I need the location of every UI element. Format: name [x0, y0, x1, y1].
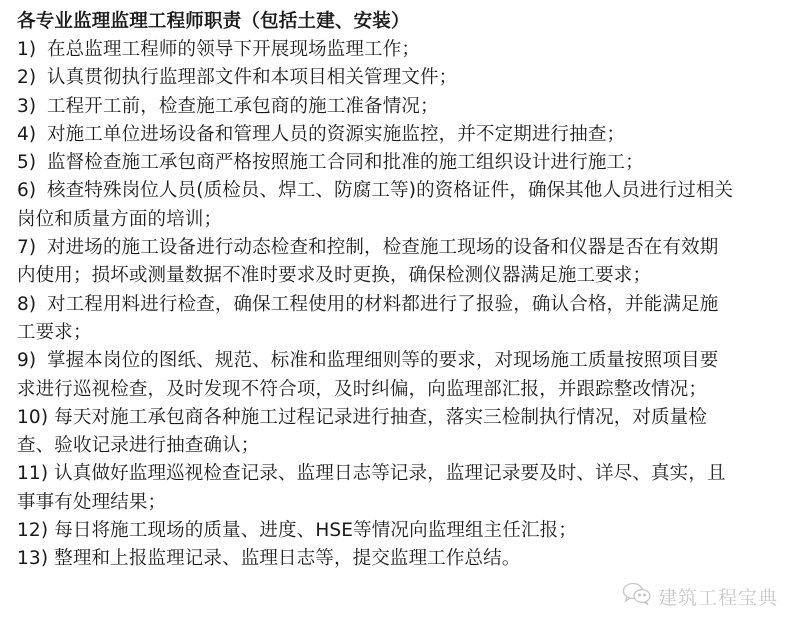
list-item-5 — [17, 149, 792, 177]
item-number: 8) — [17, 293, 37, 315]
item-text-continued: 求进行巡视检查，及时发现不符合项，及时纠偏，向监理部汇报，并跟踪整改情况； — [17, 378, 708, 400]
item-number: 7) — [17, 237, 37, 259]
list-item-8 — [17, 291, 792, 348]
list-item-1 — [17, 36, 792, 64]
item-number: 13) — [17, 548, 49, 570]
item-number: 4) — [17, 123, 37, 145]
item-number: 1) — [17, 39, 37, 60]
item-number: 11) — [17, 463, 49, 485]
list-item-10 — [17, 404, 792, 461]
item-text-continued: 工要求； — [17, 321, 92, 343]
item-text-continued: 内使用；损坏或测量数据不准时要求及时更换，确保检测仪器满足施工要求； — [17, 265, 652, 287]
item-text-continued: 查、验收记录进行抽查确认； — [17, 435, 260, 457]
list-item-9 — [17, 347, 792, 404]
item-number: 6) — [17, 180, 37, 202]
item-text: 整理和上报监理记录、监理日志等，提交监理工作总结。 — [54, 548, 521, 570]
list-item-2 — [17, 64, 792, 92]
item-number: 12) — [17, 520, 49, 542]
item-number: 2) — [17, 67, 37, 89]
watermark — [622, 582, 778, 611]
list-item-12 — [17, 517, 792, 545]
item-text: 监督检查施工承包商严格按照施工合同和批准的施工组织设计进行施工； — [47, 152, 644, 174]
list-item-13 — [17, 545, 792, 573]
item-text: 核查特殊岗位人员(质检员、焊工、防腐工等)的资格证件，确保其他人员进行过相关 — [47, 180, 734, 202]
item-text: 在总监理工程师的领导下开展现场监理工作； — [47, 39, 421, 60]
item-text-continued: 岗位和质量方面的培训； — [17, 208, 223, 230]
list-item-4 — [17, 121, 792, 149]
list-item-6 — [17, 177, 792, 234]
wechat-icon — [622, 582, 658, 611]
watermark-text: 建筑工程宝典 — [658, 587, 779, 609]
item-number: 10) — [17, 406, 49, 428]
item-text: 对工程用料进行检查，确保工程使用的材料都进行了报验，确认合格，并能满足施 — [47, 293, 719, 315]
list-item-11 — [17, 460, 792, 517]
item-number: 3) — [17, 95, 37, 117]
item-text: 对施工单位进场设备和管理人员的资源实施监控，并不定期进行抽查； — [47, 123, 626, 145]
item-text: 认真贯彻执行监理部文件和本项目相关管理文件； — [47, 67, 458, 89]
item-text: 工程开工前，检查施工承包商的施工准备情况； — [47, 95, 439, 117]
list-item-7 — [17, 234, 792, 291]
document-title: 各专业监理监理工程师职责（包括土建、安装） — [17, 11, 410, 32]
item-text: 认真做好监理巡视检查记录、监理日志等记录，监理记录要及时、详尽、真实，且 — [54, 463, 726, 485]
item-text-continued: 事事有处理结果； — [17, 491, 167, 513]
item-text: 每天对施工承包商各种施工过程记录进行抽查，落实三检制执行情况，对质量检 — [54, 406, 707, 428]
item-text: 对进场的施工设备进行动态检查和控制，检查施工现场的设备和仪器是否在有效期 — [47, 237, 719, 259]
list-item-3 — [17, 93, 792, 121]
item-number: 5) — [17, 152, 37, 174]
item-number: 9) — [17, 350, 37, 372]
item-text: 每日将施工现场的质量、进度、HSE等情况向监理组主任汇报； — [54, 520, 577, 542]
item-text: 掌握本岗位的图纸、规范、标准和监理细则等的要求，对现场施工质量按照项目要 — [47, 350, 719, 372]
document-body — [17, 8, 792, 574]
